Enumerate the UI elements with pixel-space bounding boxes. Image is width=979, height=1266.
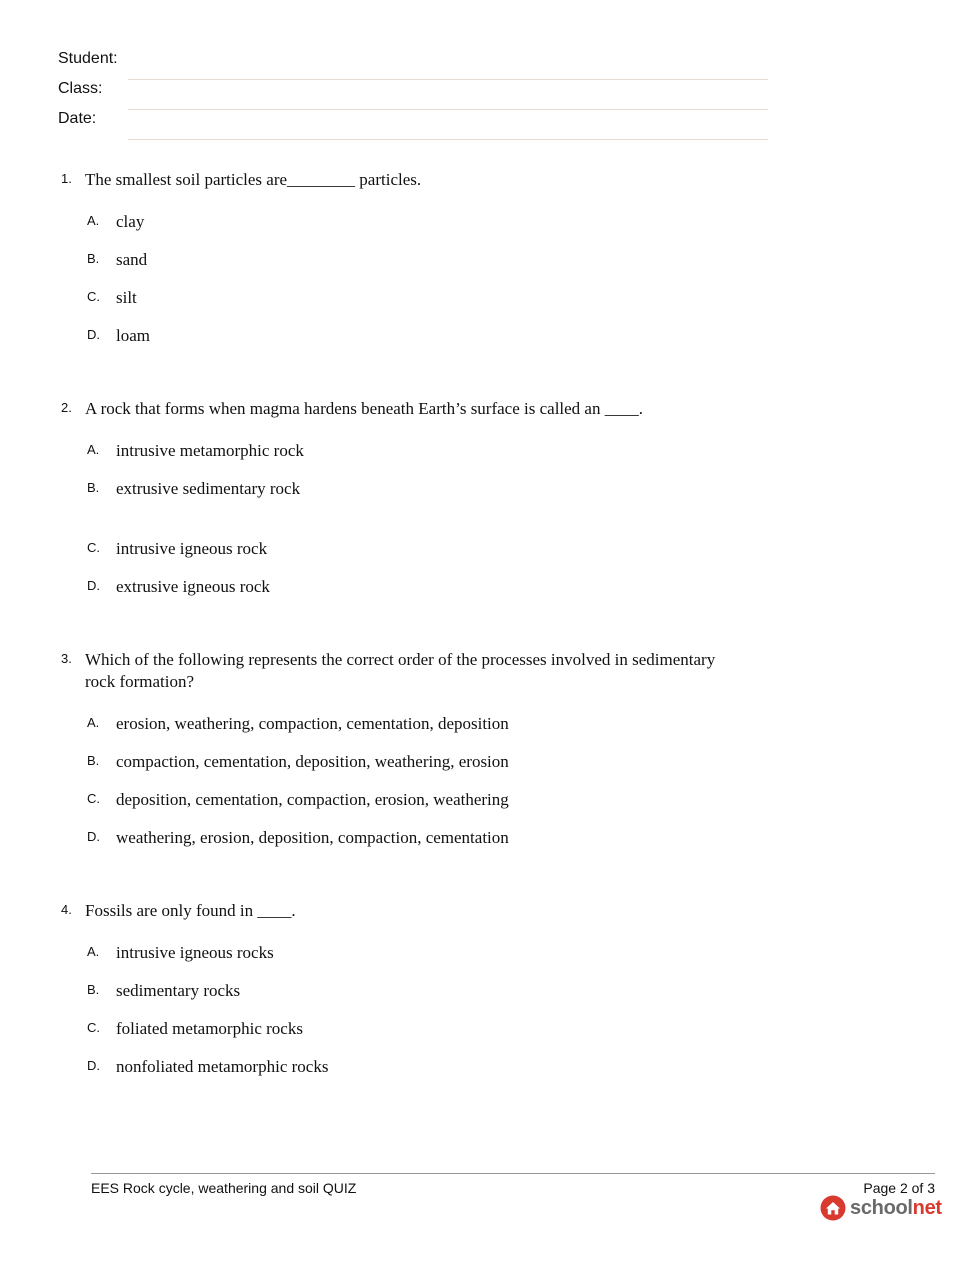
choice-text[interactable]: extrusive sedimentary rock: [116, 479, 301, 498]
date-field-row: [58, 110, 768, 140]
question-text: Fossils are only found in ____.: [85, 901, 296, 920]
student-field-row: [58, 50, 768, 80]
choice-text[interactable]: sand: [116, 250, 148, 269]
choice-text[interactable]: clay: [116, 212, 145, 231]
choice-letter: A.: [87, 944, 100, 959]
date-label: Date:: [58, 110, 97, 127]
choice-text[interactable]: intrusive metamorphic rock: [116, 441, 304, 460]
choice-letter: A.: [87, 213, 100, 228]
choice-letter: B.: [87, 251, 100, 266]
choice-letter: D.: [87, 829, 100, 844]
question-text: A rock that forms when magma hardens beneath Earth’s surface is called an ____.: [85, 399, 643, 418]
choice-letter: C.: [87, 540, 100, 555]
choice-text[interactable]: deposition, cementation, compaction, erosion, weathering: [116, 790, 509, 809]
choice-letter: C.: [87, 791, 100, 806]
choice-letter: A.: [87, 715, 100, 730]
student-label: Student:: [58, 50, 118, 67]
schoolnet-logo: [820, 1194, 942, 1222]
footer-page-number: Page 2 of 3: [863, 1180, 935, 1196]
question-text: The smallest soil particles are________ particles.: [85, 170, 422, 189]
choice-text[interactable]: weathering, erosion, deposition, compaction, cementation: [116, 828, 509, 847]
question-number: 2.: [61, 400, 72, 415]
class-field-row: [58, 80, 768, 110]
choice-letter: B.: [87, 982, 100, 997]
question-number: 4.: [61, 902, 72, 917]
choice-letter: D.: [87, 578, 100, 593]
choice-letter: C.: [87, 1020, 100, 1035]
choice-text[interactable]: compaction, cementation, deposition, weathering, erosion: [116, 752, 509, 771]
choice-letter: C.: [87, 289, 100, 304]
question-number: 1.: [61, 171, 72, 186]
choice-text[interactable]: intrusive igneous rocks: [116, 943, 274, 962]
date-answer-line[interactable]: [128, 139, 768, 140]
choice-text[interactable]: foliated metamorphic rocks: [116, 1019, 303, 1038]
footer-divider: [91, 1173, 935, 1174]
choice-letter: D.: [87, 1058, 100, 1073]
choice-text[interactable]: silt: [116, 288, 137, 307]
choice-letter: B.: [87, 753, 100, 768]
question-number: 3.: [61, 651, 72, 666]
choice-text[interactable]: loam: [116, 326, 150, 345]
choice-text[interactable]: extrusive igneous rock: [116, 577, 270, 596]
logo-text-net: net: [912, 1196, 942, 1219]
choice-letter: D.: [87, 327, 100, 342]
choice-letter: B.: [87, 480, 100, 495]
question-text: Which of the following represents the correct order of the processes involved in sedimentary rock formation?: [85, 650, 716, 691]
choice-text[interactable]: nonfoliated metamorphic rocks: [116, 1057, 329, 1076]
choice-text[interactable]: erosion, weathering, compaction, cementation, deposition: [116, 714, 509, 733]
footer-quiz-title: EES Rock cycle, weathering and soil QUIZ: [91, 1180, 357, 1196]
logo-text-school: school: [850, 1196, 913, 1219]
class-label: Class:: [58, 80, 103, 97]
house-icon: [820, 1195, 846, 1221]
choice-letter: A.: [87, 442, 100, 457]
choice-text[interactable]: sedimentary rocks: [116, 981, 241, 1000]
choice-text[interactable]: intrusive igneous rock: [116, 539, 268, 558]
